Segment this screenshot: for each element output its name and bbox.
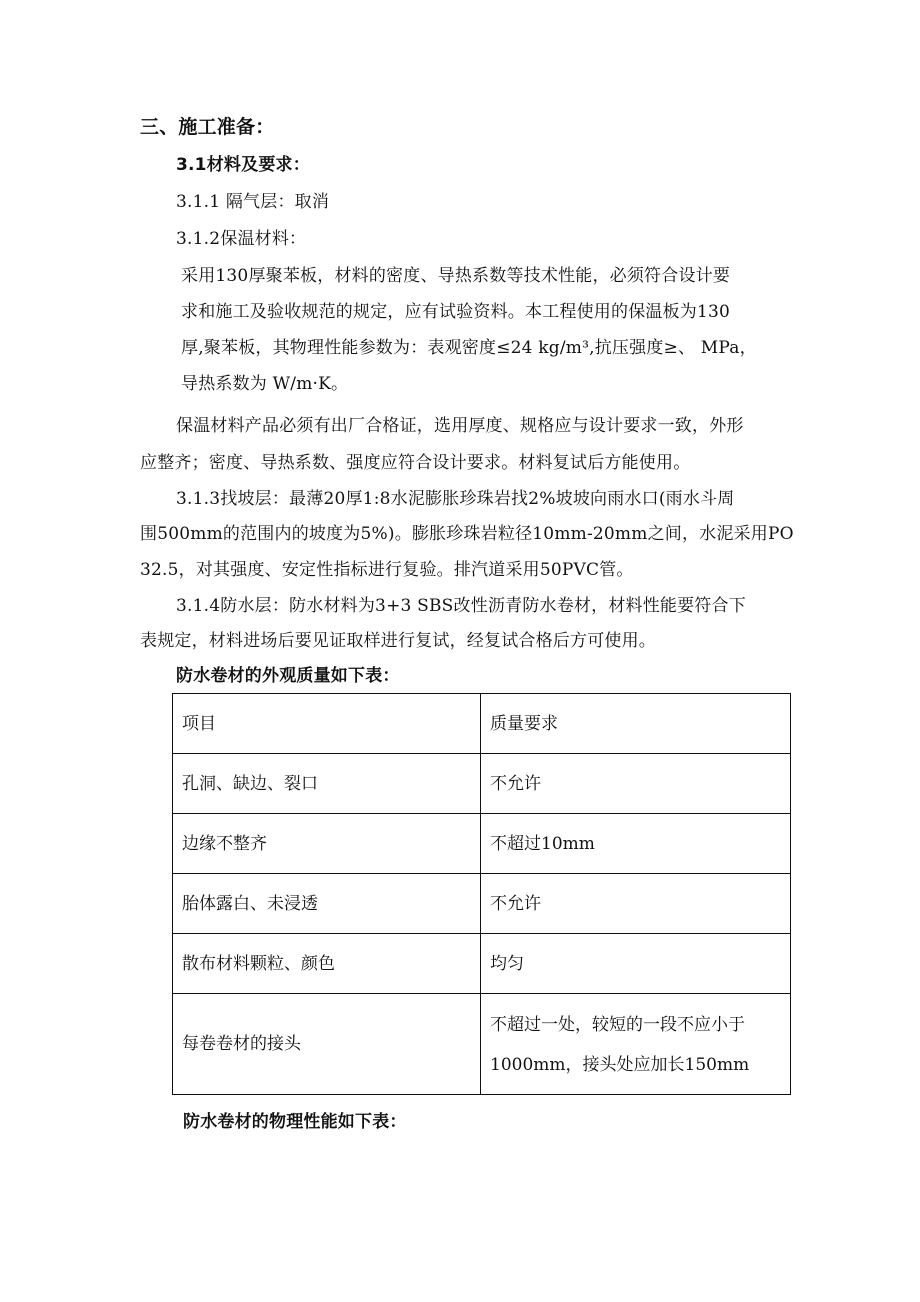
insulation-title: 3.1.2保温材料：: [176, 229, 307, 249]
insulation-note-line: 应整齐；密度、导热系数、强度应符合设计要求。材料复试后方能使用。: [140, 453, 691, 473]
table-row: [173, 994, 791, 1095]
table2-caption: 防水卷材的物理性能如下表：: [183, 1112, 407, 1132]
table-cell: 每卷卷材的接头: [173, 994, 481, 1095]
table-cell-line: 不超过一处，较短的一段不应小于: [490, 1015, 745, 1035]
appearance-quality-table: [172, 693, 791, 1095]
slope-layer-line: 围500mm的范围内的坡度为5%)。膨胀珍珠岩粒径10mm-20mm之间，水泥采用PO: [140, 524, 794, 544]
waterproof-layer-line: 3.1.4防水层：防水材料为3+3 SBS改性沥青防水卷材，材料性能要符合下: [176, 596, 746, 616]
table-header-row: [173, 694, 791, 754]
table-row: [173, 934, 791, 994]
table1-caption: 防水卷材的外观质量如下表：: [176, 666, 400, 686]
vapor-barrier-item: 3.1.1 隔气层：取消: [176, 192, 330, 212]
table-cell: 不允许: [481, 874, 791, 934]
table-cell-line: 1000mm，接头处应加长150mm: [490, 1055, 750, 1075]
waterproof-layer-line: 表规定，材料进场后要见证取样进行复试，经复试合格后方可使用。: [140, 631, 656, 651]
table-cell: 均匀: [481, 934, 791, 994]
insulation-paragraph-line: 厚,聚苯板，其物理性能参数为：表观密度≤24 kg/m³,抗压强度≥、 MPa，: [181, 338, 757, 358]
slope-layer-line: 32.5，对其强度、安定性指标进行复验。排汽道采用50PVC管。: [140, 560, 634, 580]
table-cell: 边缘不整齐: [173, 814, 481, 874]
insulation-note-line: 保温材料产品必须有出厂合格证，选用厚度、规格应与设计要求一致，外形: [176, 416, 744, 436]
insulation-paragraph-line: 求和施工及验收规范的规定，应有试验资料。本工程使用的保温板为130: [181, 302, 731, 322]
table-row: [173, 814, 791, 874]
table-row: [173, 874, 791, 934]
insulation-paragraph-line: 采用130厚聚苯板，材料的密度、导热系数等技术性能，必须符合设计要: [181, 266, 731, 286]
table-cell: 散布材料颗粒、颜色: [173, 934, 481, 994]
table-cell: 不超过10mm: [481, 814, 791, 874]
table-header-cell: 质量要求: [481, 694, 791, 754]
table-cell: 孔洞、缺边、裂口: [173, 754, 481, 814]
insulation-paragraph-line: 导热系数为 W/m·K。: [181, 374, 349, 394]
table-cell: [481, 994, 791, 1095]
slope-layer-line: 3.1.3找坡层：最薄20厚1:8水泥膨胀珍珠岩找2%坡坡向雨水口(雨水斗周: [176, 489, 735, 509]
section-title: 三、施工准备：: [140, 116, 275, 138]
table-row: [173, 754, 791, 814]
table-header-cell: 项目: [173, 694, 481, 754]
table-cell: 不允许: [481, 754, 791, 814]
subsection-title: 3.1材料及要求：: [176, 155, 310, 175]
table-cell: 胎体露白、未浸透: [173, 874, 481, 934]
